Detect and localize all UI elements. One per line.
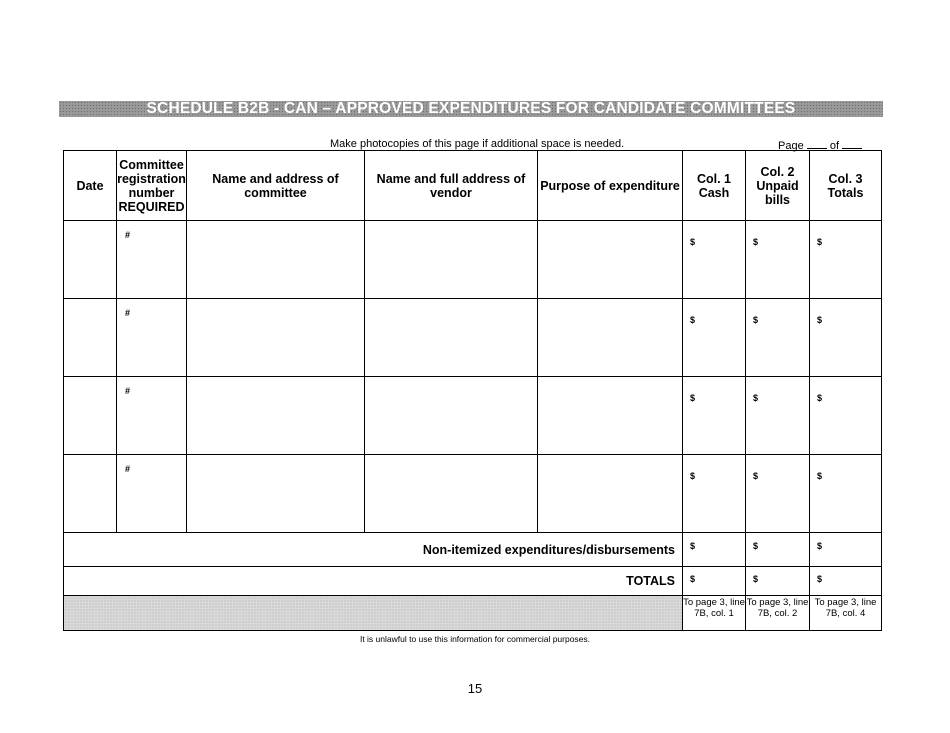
purpose-cell[interactable] <box>538 299 683 377</box>
date-header: Date <box>64 151 117 221</box>
col1-cash-header: Col. 1 Cash <box>683 151 746 221</box>
purpose-cell[interactable] <box>538 221 683 299</box>
non-itemized-unpaid-cell[interactable]: $ <box>746 533 810 567</box>
col2-reference: To page 3, line 7B, col. 2 <box>746 596 810 631</box>
totals-cash-cell[interactable]: $ <box>683 567 746 596</box>
vendor-cell[interactable] <box>365 299 538 377</box>
purpose-header: Purpose of expenditure <box>538 151 683 221</box>
col3-reference: To page 3, line 7B, col. 4 <box>810 596 882 631</box>
table-row <box>64 455 882 533</box>
registration-cell[interactable]: # <box>117 455 187 533</box>
date-cell[interactable] <box>64 221 117 299</box>
schedule-title-banner: SCHEDULE B2B - CAN – APPROVED EXPENDITURES FOR CANDIDATE COMMITTEES <box>59 101 883 117</box>
totals-cell[interactable]: $ <box>810 455 882 533</box>
reference-row <box>64 596 882 631</box>
totals-row <box>64 567 882 596</box>
committee-cell[interactable] <box>187 455 365 533</box>
unpaid-cell[interactable]: $ <box>746 299 810 377</box>
vendor-cell[interactable] <box>365 455 538 533</box>
col3-totals-header: Col. 3 Totals <box>810 151 882 221</box>
committee-header: Name and address of committee <box>187 151 365 221</box>
unpaid-cell[interactable]: $ <box>746 221 810 299</box>
totals-cell[interactable]: $ <box>810 377 882 455</box>
vendor-cell[interactable] <box>365 221 538 299</box>
date-cell[interactable] <box>64 299 117 377</box>
non-itemized-label: Non-itemized expenditures/disbursements <box>64 533 683 567</box>
page-number: 15 <box>467 681 483 696</box>
vendor-header: Name and full address of vendor <box>365 151 538 221</box>
purpose-cell[interactable] <box>538 377 683 455</box>
expenditures-table <box>63 150 882 631</box>
cash-cell[interactable]: $ <box>683 455 746 533</box>
registration-header: Committee registration number REQUIRED <box>117 151 187 221</box>
header-row <box>64 151 882 221</box>
total-pages-blank[interactable] <box>842 138 862 149</box>
cash-cell[interactable]: $ <box>683 299 746 377</box>
non-itemized-cash-cell[interactable]: $ <box>683 533 746 567</box>
page-label: Page <box>778 140 804 152</box>
col1-reference: To page 3, line 7B, col. 1 <box>683 596 746 631</box>
non-itemized-row <box>64 533 882 567</box>
totals-label: TOTALS <box>64 567 683 596</box>
table-row <box>64 221 882 299</box>
vendor-cell[interactable] <box>365 377 538 455</box>
registration-cell[interactable]: # <box>117 299 187 377</box>
totals-cell[interactable]: $ <box>810 221 882 299</box>
cash-cell[interactable]: $ <box>683 377 746 455</box>
date-cell[interactable] <box>64 377 117 455</box>
registration-cell[interactable]: # <box>117 377 187 455</box>
cash-cell[interactable]: $ <box>683 221 746 299</box>
totals-unpaid-cell[interactable]: $ <box>746 567 810 596</box>
of-label: of <box>829 140 840 152</box>
totals-cell[interactable]: $ <box>810 299 882 377</box>
page-blank[interactable] <box>807 138 827 149</box>
non-itemized-totals-cell[interactable]: $ <box>810 533 882 567</box>
unpaid-cell[interactable]: $ <box>746 377 810 455</box>
committee-cell[interactable] <box>187 377 365 455</box>
col2-unpaid-header: Col. 2 Unpaid bills <box>746 151 810 221</box>
registration-cell[interactable]: # <box>117 221 187 299</box>
unlawful-use-note: It is unlawful to use this information for commercial purposes. <box>359 634 591 644</box>
photocopy-note: Make photocopies of this page if additional space is needed. <box>330 138 625 150</box>
committee-cell[interactable] <box>187 299 365 377</box>
date-cell[interactable] <box>64 455 117 533</box>
totals-totals-cell[interactable]: $ <box>810 567 882 596</box>
table-row <box>64 299 882 377</box>
table-row <box>64 377 882 455</box>
unpaid-cell[interactable]: $ <box>746 455 810 533</box>
purpose-cell[interactable] <box>538 455 683 533</box>
shaded-area <box>64 596 683 631</box>
committee-cell[interactable] <box>187 221 365 299</box>
